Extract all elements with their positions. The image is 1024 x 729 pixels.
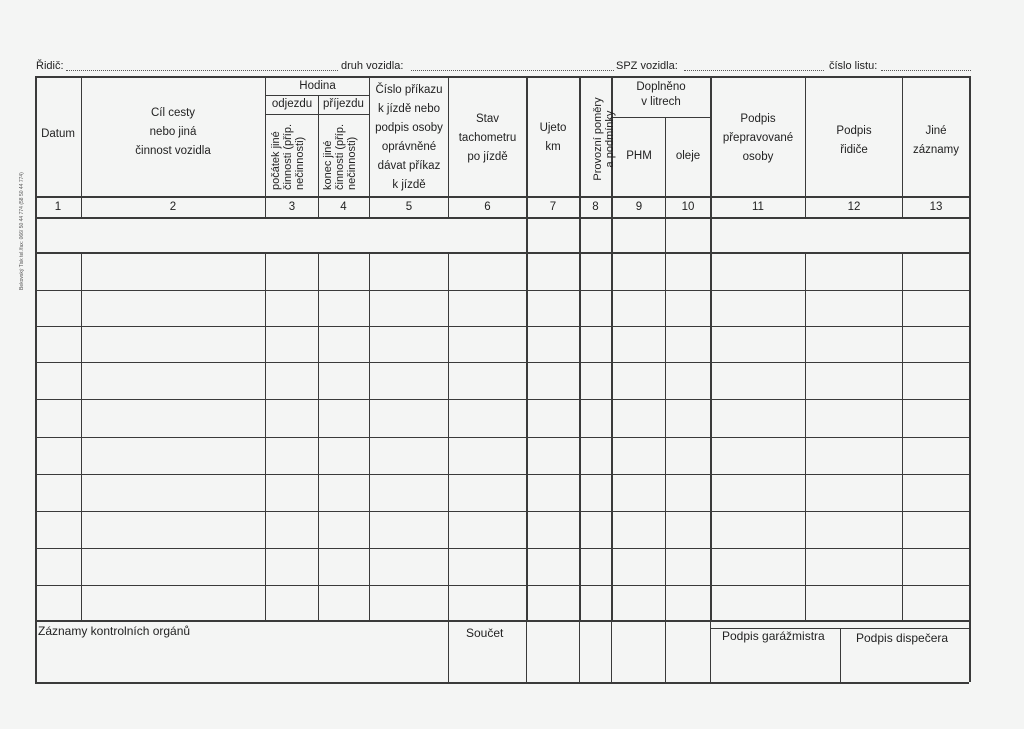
col-driver-signature-header: Podpis řidiče (836, 125, 872, 156)
col-other-header: Jiné záznamy (912, 125, 960, 156)
col-departure-header: odjezdu (271, 98, 313, 110)
col-departure-note: počátek jiné činnosti (příp. nečinnosti) (270, 123, 306, 190)
grid-line (35, 76, 969, 78)
col-number-9: 9 (635, 201, 643, 213)
plate-field[interactable] (684, 70, 824, 71)
col-number-3: 3 (288, 201, 296, 213)
sheet-number-field[interactable] (881, 70, 971, 71)
col-conditions-header: Provozní poměry a podmínky (592, 97, 616, 181)
col-number-4: 4 (340, 201, 347, 213)
grid-line (840, 628, 841, 682)
grid-line (969, 76, 971, 682)
col-hour-header: Hodina (299, 80, 336, 92)
total-label: Součet (466, 626, 504, 640)
plate-label: SPZ vozidla: (616, 60, 678, 72)
col-refill-header: Doplněno v litrech (636, 81, 686, 108)
col-arrival-header: příjezdu (323, 98, 364, 110)
vehicle-type-field[interactable] (411, 70, 614, 71)
col-number-10: 10 (681, 201, 695, 213)
inspection-records-label: Záznamy kontrolních orgánů (38, 624, 191, 638)
col-number-7: 7 (549, 201, 557, 213)
sheet-number-label: číslo listu: (829, 60, 878, 72)
grid-line (526, 620, 527, 682)
grid-line (611, 620, 612, 682)
col-oil-header: oleje (675, 150, 701, 162)
grid-line (612, 117, 711, 118)
grid-line (710, 620, 711, 682)
col-number-5: 5 (405, 201, 413, 213)
grid-line (665, 620, 666, 682)
garage-manager-signature-label: Podpis garážmistra (722, 629, 825, 643)
vehicle-type-label: druh vozidla: (341, 60, 404, 72)
col-number-13: 13 (929, 201, 943, 213)
grid-line (35, 196, 969, 198)
col-fuel-header: PHM (626, 150, 652, 162)
log-entries-area[interactable] (36, 252, 969, 620)
grid-line (35, 217, 969, 219)
col-date-header: Datum (41, 128, 75, 140)
grid-line (579, 620, 580, 682)
col-number-1: 1 (54, 201, 62, 213)
col-arrival-note: konec jiné činnosti (příp. nečinnosti) (322, 123, 358, 190)
col-order-header: Číslo příkazu k jízdě nebo podpis osoby oprávněné dávat příkaz k jízdě (375, 84, 443, 191)
grid-line (448, 620, 449, 682)
col-odometer-header: Stav tachometru po jízdě (458, 113, 517, 163)
printer-imprint: Bekovský Tisk tel./fax: 066/ 50 44 774 (58 50 44 774) (19, 172, 25, 290)
col-number-6: 6 (484, 201, 491, 213)
driver-field[interactable] (66, 70, 338, 71)
col-passenger-signature-header: Podpis přepravované osoby (722, 113, 794, 163)
col-number-8: 8 (592, 201, 599, 213)
grid-line (35, 682, 969, 684)
col-number-2: 2 (169, 201, 177, 213)
col-number-12: 12 (847, 201, 861, 213)
col-km-header: Ujeto km (539, 122, 567, 153)
col-number-11: 11 (752, 201, 764, 213)
col-destination-header: Cíl cesty nebo jiná činnost vozidla (135, 107, 211, 157)
driver-label: Řidič: (36, 60, 64, 72)
dispatcher-signature-label: Podpis dispečera (856, 631, 949, 645)
